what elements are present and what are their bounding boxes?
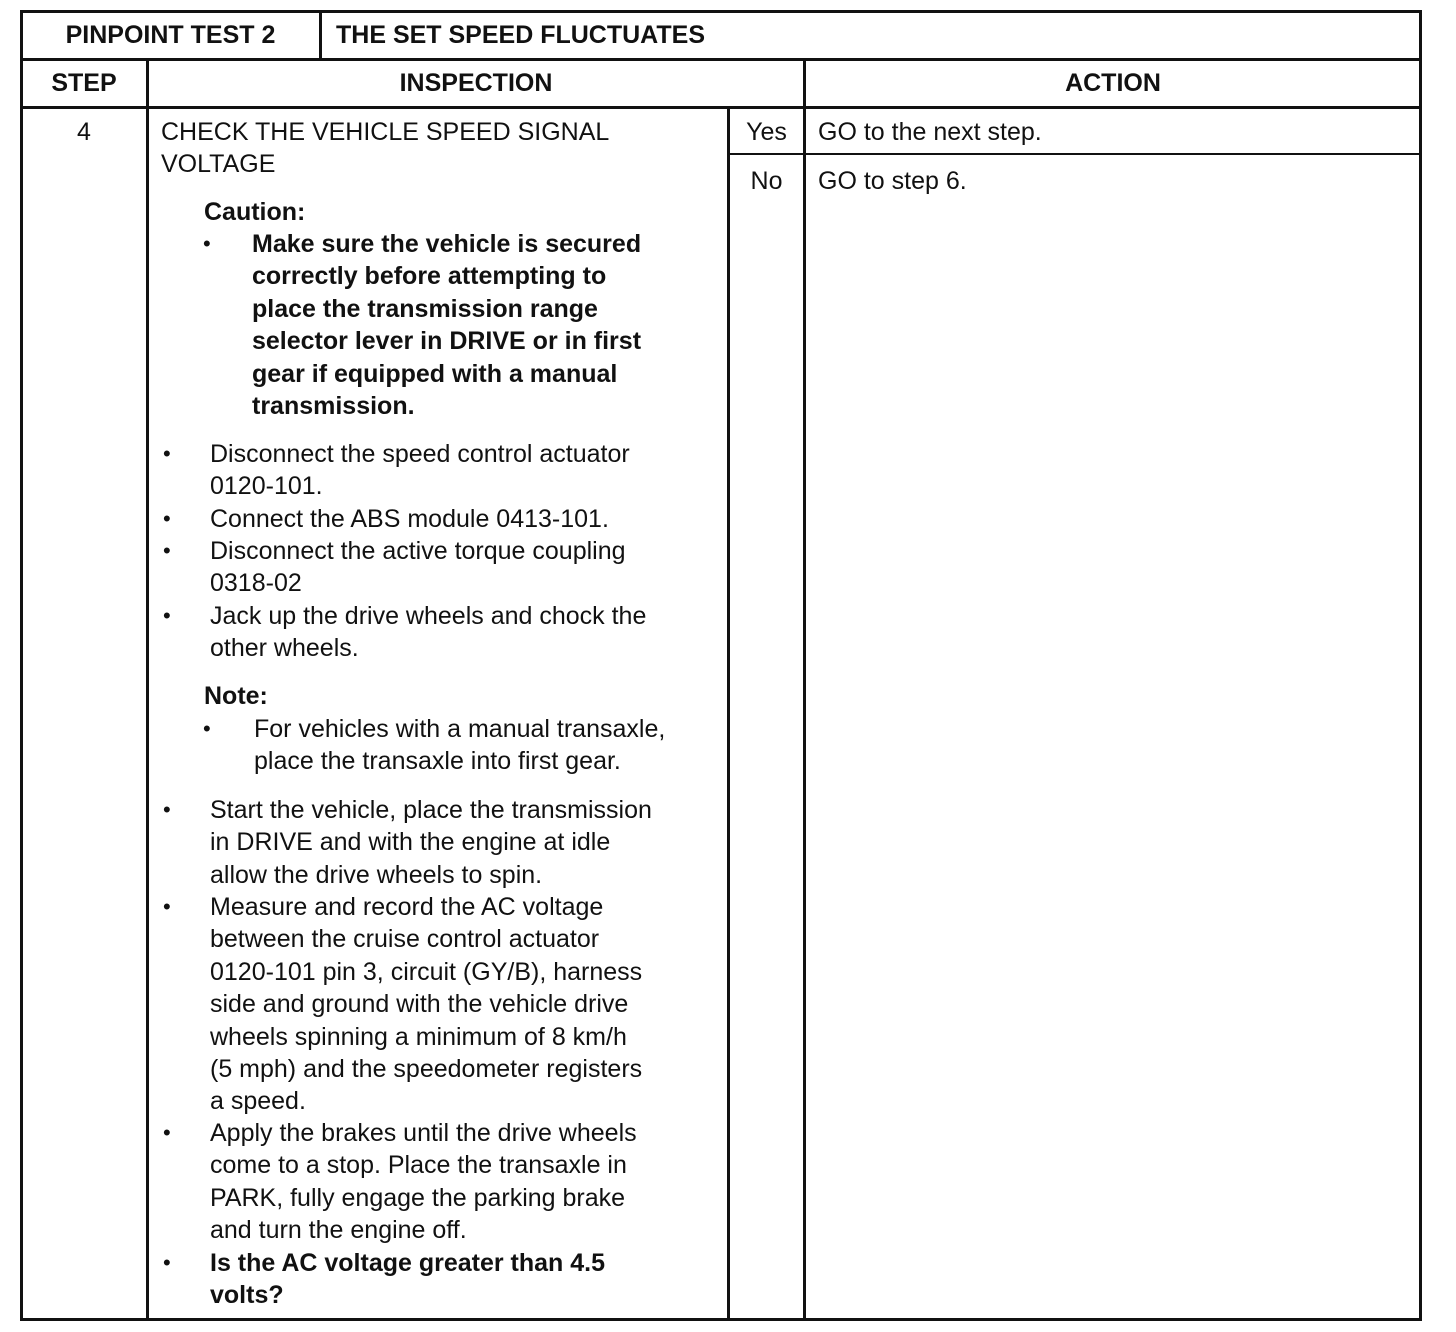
- bullet-line: wheels spinning a minimum of 8 km/h: [210, 1022, 627, 1051]
- bullet-line: 0318-02: [210, 569, 302, 598]
- rule-step-column: [146, 59, 149, 1321]
- bullet-dot: •: [203, 231, 211, 256]
- question-line: Is the AC voltage greater than 4.5: [210, 1249, 606, 1277]
- bullet-line: 0120-101 pin 3, circuit (GY/B), harness: [210, 957, 643, 986]
- caution-label: Caution:: [204, 198, 306, 226]
- bullet-line: a speed.: [210, 1087, 306, 1116]
- rule-inspection-column: [803, 59, 806, 1321]
- note-line: For vehicles with a manual transaxle,: [254, 715, 666, 743]
- rule-header-bottom: [20, 106, 1422, 109]
- bullet-item: [210, 503, 609, 535]
- header-inspection: INSPECTION: [399, 69, 553, 97]
- step-number: 4: [77, 118, 91, 146]
- answer-yes: Yes: [746, 118, 787, 146]
- heading-line: CHECK THE VEHICLE SPEED SIGNAL: [161, 118, 610, 146]
- bullet-item: [210, 891, 642, 1118]
- note-label: Note:: [204, 682, 268, 710]
- bullet-line: Disconnect the active torque coupling: [210, 537, 626, 565]
- rule-yes-row-bottom: [728, 153, 1422, 155]
- bullet-line: Measure and record the AC voltage: [210, 893, 604, 921]
- bullet-line: in DRIVE and with the engine at idle: [210, 828, 611, 857]
- caution-line: transmission.: [252, 391, 415, 420]
- bullet-line: side and ground with the vehicle drive: [210, 990, 629, 1019]
- test-label: PINPOINT TEST 2: [65, 21, 276, 49]
- bullet-line: Disconnect the speed control actuator: [210, 440, 630, 468]
- bullet-line: come to a stop. Place the transaxle in: [210, 1151, 627, 1180]
- header-step: STEP: [51, 69, 117, 97]
- rule-title-bottom: [20, 58, 1422, 61]
- bullet-line: Apply the brakes until the drive wheels: [210, 1119, 637, 1147]
- bullet-dot: •: [163, 1120, 171, 1145]
- bullet-dot: •: [163, 894, 171, 919]
- bullet-line: PARK, fully engage the parking brake: [210, 1183, 626, 1212]
- bullet-line: Jack up the drive wheels and chock the: [210, 602, 647, 630]
- bullet-item: [210, 535, 626, 600]
- bullet-item: [210, 600, 646, 665]
- question-item: [210, 1247, 605, 1312]
- bullet-item: [210, 1117, 637, 1247]
- caution-line: selector lever in DRIVE or in first: [252, 327, 642, 356]
- action-yes: GO to the next step.: [818, 118, 1042, 146]
- inspection-heading: [161, 116, 609, 181]
- note-line: place the transaxle into first gear.: [254, 747, 621, 776]
- bullet-dot: •: [163, 441, 171, 466]
- answer-no: No: [750, 167, 783, 195]
- bullet-line: Connect the ABS module 0413-101.: [210, 505, 609, 533]
- bullet-dot: •: [163, 603, 171, 628]
- bullet-line: other wheels.: [210, 634, 359, 663]
- note-text: [254, 713, 665, 778]
- bullet-dot: •: [163, 506, 171, 531]
- bullet-line: and turn the engine off.: [210, 1216, 467, 1245]
- caution-text: [252, 228, 641, 422]
- action-no: GO to step 6.: [818, 167, 967, 195]
- caution-line: Make sure the vehicle is secured: [252, 230, 642, 258]
- caution-line: gear if equipped with a manual: [252, 359, 618, 388]
- heading-line: VOLTAGE: [161, 150, 276, 179]
- bullet-item: [210, 794, 652, 891]
- rule-answer-column: [727, 108, 730, 1321]
- header-action: ACTION: [1065, 69, 1161, 97]
- bullet-dot: •: [163, 797, 171, 822]
- bullet-line: allow the drive wheels to spin.: [210, 860, 543, 889]
- caution-line: correctly before attempting to: [252, 262, 607, 291]
- bullet-item: [210, 438, 630, 503]
- bullet-dot: •: [163, 1250, 171, 1275]
- bullet-line: (5 mph) and the speedometer registers: [210, 1054, 643, 1083]
- caution-line: place the transmission range: [252, 294, 598, 323]
- bullet-dot: •: [163, 538, 171, 563]
- rule-title-divider: [319, 10, 322, 60]
- bullet-dot: •: [203, 716, 211, 741]
- question-line: volts?: [210, 1281, 284, 1310]
- bullet-line: 0120-101.: [210, 472, 323, 501]
- bullet-line: between the cruise control actuator: [210, 925, 600, 954]
- test-title: THE SET SPEED FLUCTUATES: [336, 21, 706, 49]
- bullet-line: Start the vehicle, place the transmission: [210, 796, 652, 824]
